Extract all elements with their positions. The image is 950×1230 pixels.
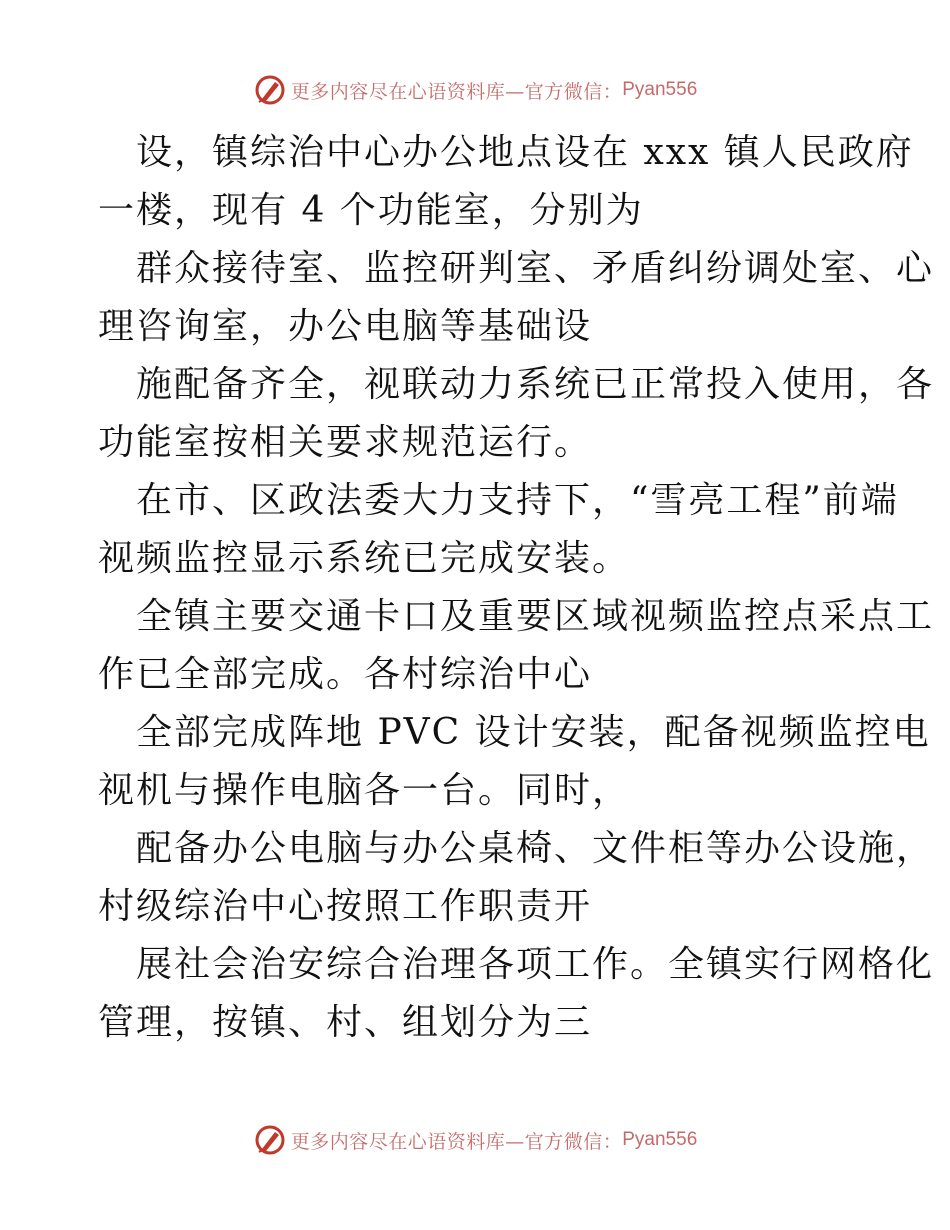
paragraph (0, 472, 950, 588)
watermark-text: 更多内容尽在心语资料库—官方微信： (290, 1130, 623, 1153)
paragraph-line: 在市、区政法委大力支持下，“雪亮工程”前端 (136, 480, 899, 521)
paragraph (0, 240, 950, 356)
paragraph-line: 全部完成阵地 PVC 设计安装，配备视频监控电 (136, 712, 931, 753)
footer-watermark (0, 1120, 950, 1160)
paragraph-line: 管理，按镇、村、组划分为三 (98, 1002, 593, 1043)
quill-logo-icon (253, 1123, 287, 1157)
paragraph-line: 展社会治安综合治理各项工作。全镇实行网格化 (136, 944, 935, 985)
paragraph-line: 村级综治中心按照工作职责开 (98, 886, 593, 927)
paragraph-line: 设，镇综治中心办公地点设在 xxx 镇人民政府 (136, 132, 914, 173)
paragraph-line: 全镇主要交通卡口及重要区域视频监控点采点工 (136, 596, 935, 637)
header-watermark (0, 70, 950, 110)
paragraph (0, 356, 950, 472)
paragraph-line: 视频监控显示系统已完成安装。 (98, 538, 631, 579)
paragraph-line: 配备办公电脑与办公桌椅、文件柜等办公设施， (136, 828, 935, 869)
paragraph-line: 一楼，现有 4 个功能室，分别为 (98, 190, 644, 231)
paragraph-line: 功能室按相关要求规范运行。 (98, 422, 593, 463)
paragraph-line: 视机与操作电脑各一台。同时， (98, 770, 631, 811)
document-body (0, 124, 950, 1052)
paragraph-line: 作已全部完成。各村综治中心 (98, 654, 593, 695)
paragraph (0, 588, 950, 704)
paragraph-line: 理咨询室，办公电脑等基础设 (98, 306, 593, 347)
watermark-handle: Pyan556 (622, 79, 698, 100)
paragraph-line: 施配备齐全，视联动力系统已正常投入使用，各 (136, 364, 935, 405)
paragraph-line: 群众接待室、监控研判室、矛盾纠纷调处室、心 (136, 248, 935, 289)
paragraph (0, 936, 950, 1052)
paragraph (0, 820, 950, 936)
watermark-text: 更多内容尽在心语资料库—官方微信： (290, 80, 623, 103)
quill-logo-icon (253, 73, 287, 107)
watermark-handle: Pyan556 (622, 1129, 698, 1150)
paragraph (0, 124, 950, 240)
paragraph (0, 704, 950, 820)
